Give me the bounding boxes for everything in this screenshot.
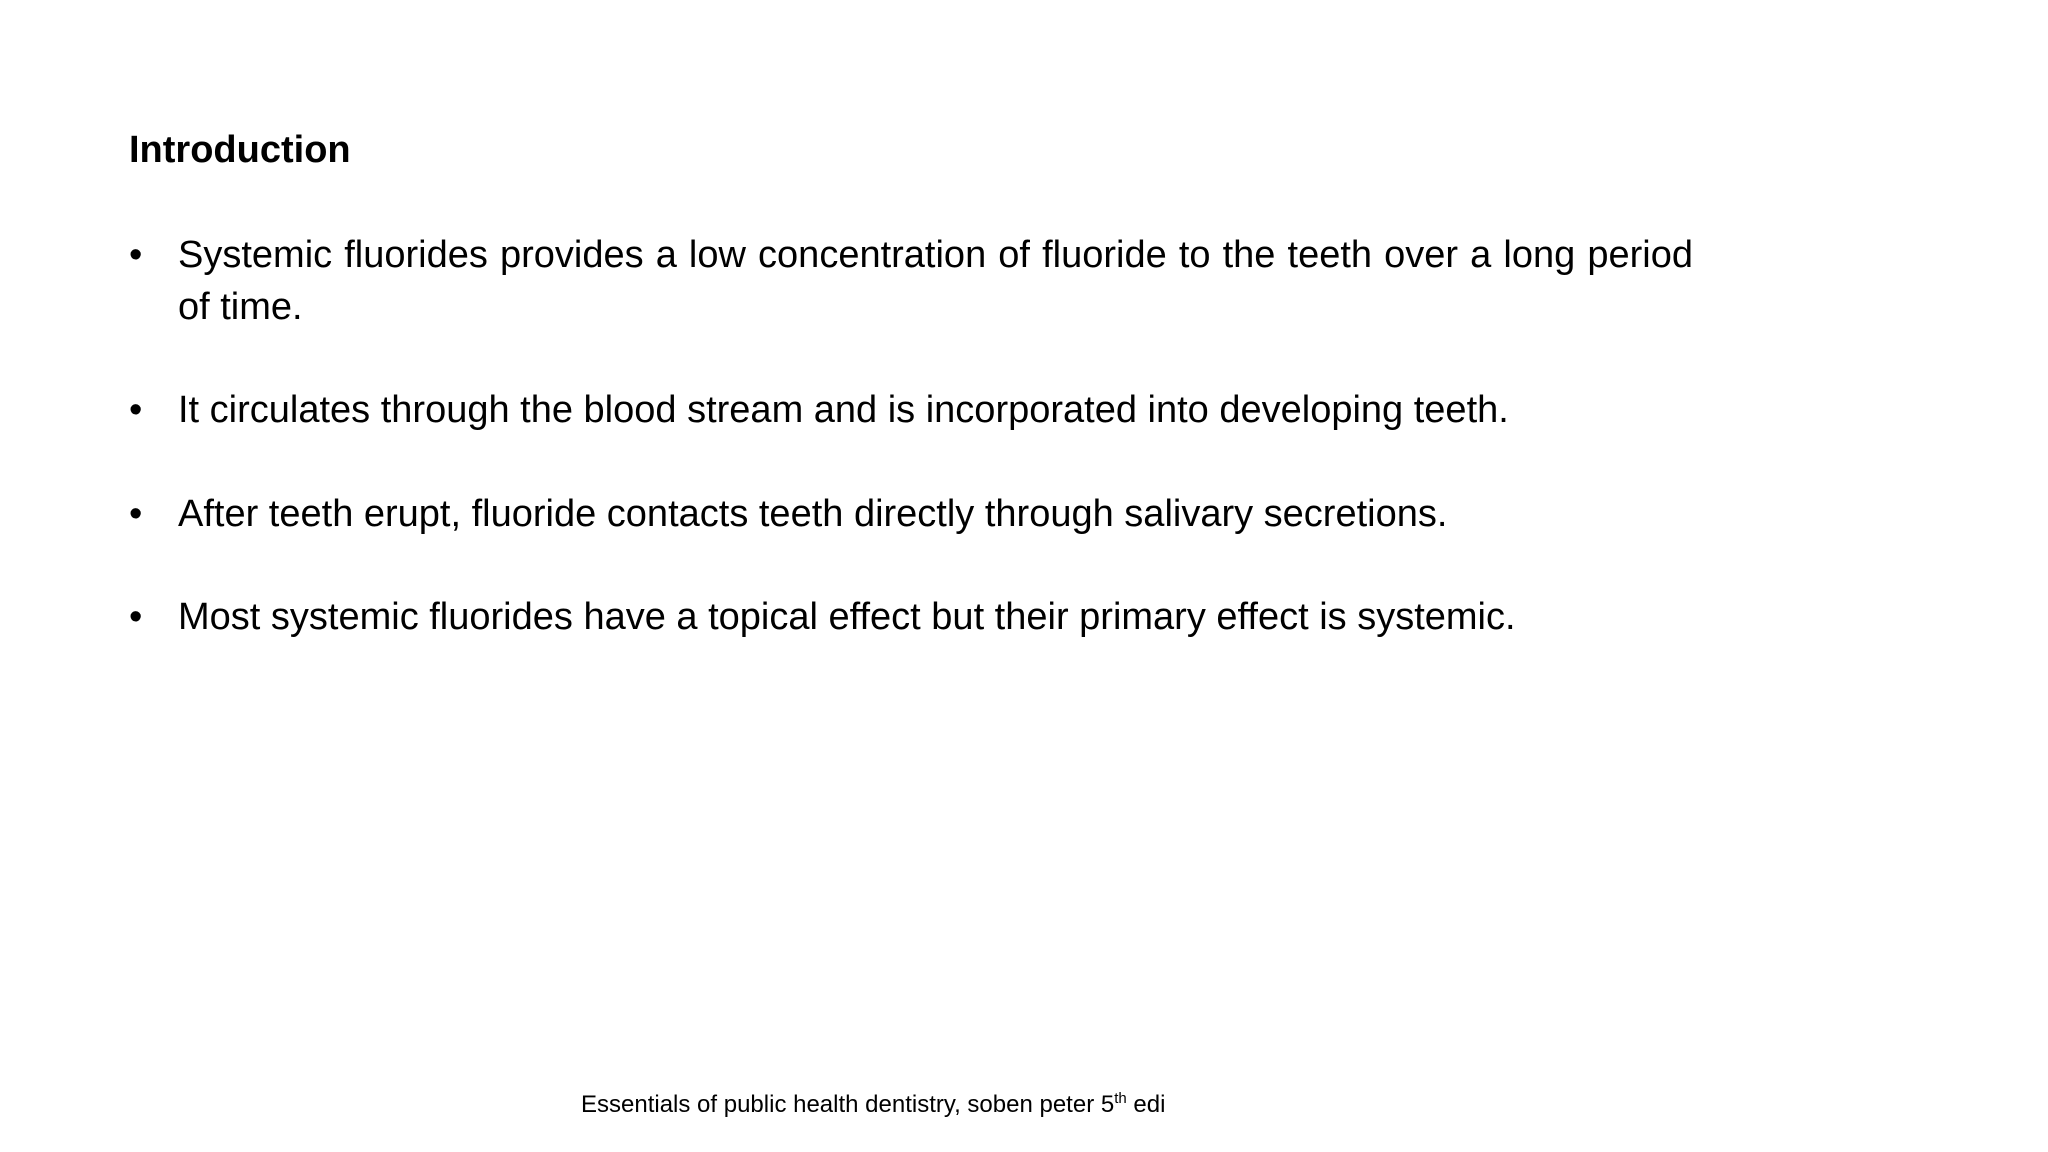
bullet-icon: • bbox=[129, 493, 143, 535]
bullet-icon: • bbox=[129, 596, 143, 638]
reference-text: Essentials of public health dentistry, soben peter 5 bbox=[581, 1091, 1115, 1118]
reference-footer bbox=[581, 1090, 1165, 1120]
bullet-item bbox=[129, 591, 1693, 643]
bullet-item bbox=[129, 384, 1693, 436]
reference-text-end: edi bbox=[1126, 1091, 1166, 1118]
bullet-icon: • bbox=[129, 234, 143, 276]
slide-title: Introduction bbox=[129, 129, 351, 171]
bullet-icon: • bbox=[129, 389, 143, 431]
bullet-text: Most systemic fluorides have a topical effect but their primary effect is systemic. bbox=[178, 596, 1516, 638]
bullet-item bbox=[129, 229, 1693, 333]
bullet-text: It circulates through the blood stream and is incorporated into developing teeth. bbox=[178, 389, 1509, 431]
bullet-text: After teeth erupt, fluoride contacts teeth directly through salivary secretions. bbox=[178, 493, 1448, 535]
reference-superscript: th bbox=[1114, 1090, 1127, 1107]
bullet-item bbox=[129, 488, 1693, 540]
bullet-text: Systemic fluorides provides a low concentration of fluoride to the teeth over a long period of time. bbox=[178, 234, 1693, 328]
